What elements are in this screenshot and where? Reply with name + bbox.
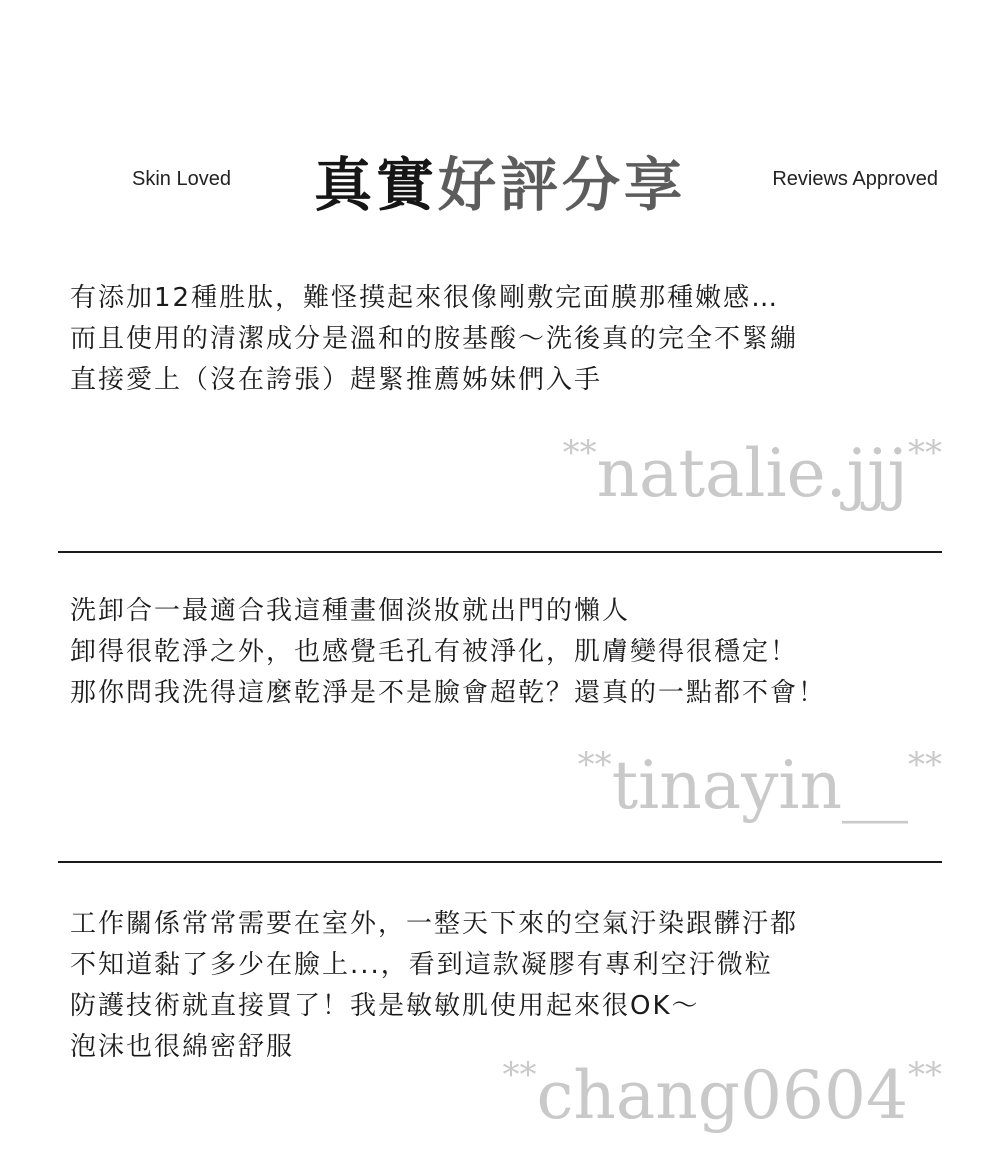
handle-stars: ** — [502, 1055, 537, 1095]
reviewer-handle — [577, 745, 942, 824]
review-line: 直接愛上（沒在誇張）趕緊推薦姊妹們入手 — [70, 365, 603, 395]
review-text — [70, 591, 950, 714]
title-gray-part: 好評分享 — [438, 151, 687, 219]
reviewer-handle — [562, 433, 942, 512]
title-dark-part: 真實 — [313, 151, 438, 219]
review-text — [70, 904, 950, 1068]
handle-stars: ** — [562, 433, 597, 473]
handle-name: tinayin__ — [611, 747, 908, 824]
handle-name: chang0604 — [536, 1057, 908, 1134]
section-divider — [58, 861, 942, 863]
review-line: 有添加12種胜肽，難怪摸起來很像剛敷完面膜那種嫩感… — [70, 283, 780, 313]
review-text — [70, 278, 950, 401]
skin-loved-tag: Skin Loved — [132, 168, 231, 190]
review-line: 洗卸合一最適合我這種畫個淡妝就出門的懶人 — [70, 596, 631, 626]
handle-stars: ** — [577, 745, 612, 785]
handle-stars: ** — [908, 745, 942, 785]
review-line: 而且使用的清潔成分是溫和的胺基酸～洗後真的完全不緊繃 — [70, 324, 799, 354]
handle-stars: ** — [908, 1055, 942, 1095]
review-line: 那你問我洗得這麼乾淨是不是臉會超乾？還真的一點都不會！ — [70, 678, 827, 708]
review-line: 泡沫也很綿密舒服 — [70, 1032, 295, 1062]
section-divider — [58, 551, 942, 553]
review-line: 工作關係常常需要在室外，一整天下來的空氣汙染跟髒汙都 — [70, 909, 799, 939]
review-line: 卸得很乾淨之外，也感覺毛孔有被淨化，肌膚變得很穩定！ — [70, 637, 799, 667]
handle-name: natalie.jjj — [596, 435, 908, 512]
reviews-approved-tag: Reviews Approved — [772, 168, 938, 190]
review-line: 防護技術就直接買了！我是敏敏肌使用起來很OK～ — [70, 991, 700, 1021]
reviewer-handle — [502, 1055, 942, 1134]
handle-stars: ** — [908, 433, 942, 473]
review-line: 不知道黏了多少在臉上...，看到這款凝膠有專利空汙微粒 — [70, 950, 773, 980]
